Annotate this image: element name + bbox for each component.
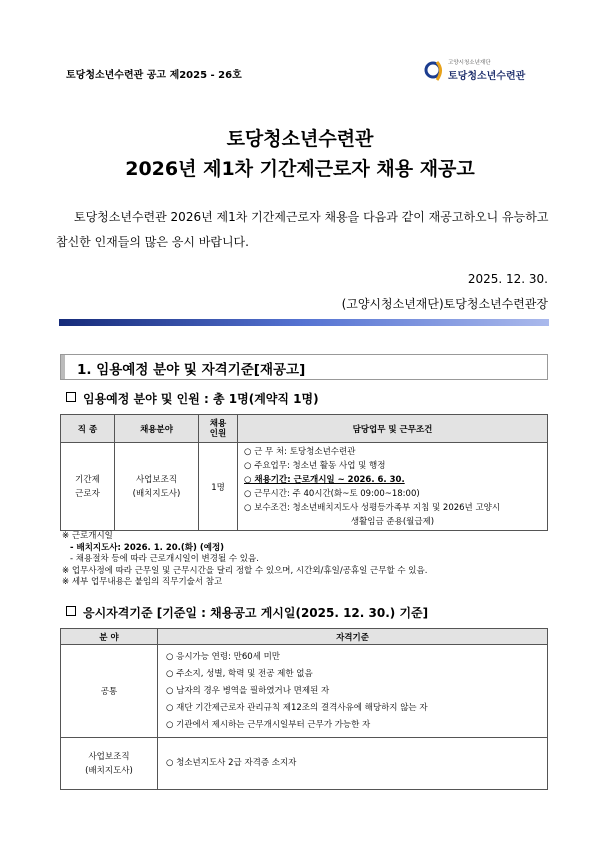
- subheading-positions: [66, 390, 319, 407]
- section-heading: [60, 354, 548, 380]
- page-title: 토당청소년수련관: [226, 128, 374, 150]
- criteria-item: ○ 남자의 경우 병역을 필하였거나 면제된 자: [166, 685, 330, 696]
- note-line: ※ 업무사정에 따라 근무일 및 근무시간을 달리 정할 수 있으며, 시간외/휴일/공휴일 근무할 수 있음.: [62, 565, 428, 576]
- checkbox-bullet-icon: [66, 606, 76, 616]
- note-line: ※ 세부 업무내용은 붙임의 직무기술서 참고: [62, 577, 223, 587]
- logo-subtitle: 고양시청소년재단: [448, 60, 491, 66]
- condition-line-emphasis: ○ 채용기간: 근로개시일 ~ 2026. 6. 30.: [244, 474, 405, 485]
- section-accent: [61, 355, 65, 379]
- logo-title: 토당청소년수련관: [448, 71, 526, 82]
- col-header-criteria: 자격기준: [158, 629, 548, 645]
- criteria-item: ○ 주소지, 성별, 학력 및 전공 제한 없음: [166, 668, 313, 679]
- subheading-qualifications: [66, 604, 428, 621]
- intro-paragraph: 토당청소년수련관 2026년 제1차 기간제근로자 채용을 다음과 같이 재공고하오니 유능하고 참신한 인재들의 많은 응시 바랍니다.: [56, 210, 549, 249]
- notice-issuer: (고양시청소년재단)토당청소년수련관장: [341, 297, 548, 311]
- divider-bar: [59, 319, 549, 326]
- cell-count: 1명: [199, 443, 238, 531]
- organization-logo: [424, 56, 544, 86]
- criteria-item: ○ 청소년지도사 2급 자격증 소지자: [166, 758, 297, 768]
- cell-criteria-common: [158, 645, 548, 738]
- col-header-job-type: 직 종: [61, 415, 115, 443]
- section-title: 1. 임용예정 분야 및 자격기준[재공고]: [77, 362, 306, 378]
- notice-number: 토당청소년수련관 공고 제2025 - 26호: [66, 70, 242, 81]
- col-header-count: 채용 인원: [199, 415, 238, 443]
- condition-line: ○ 주요업무: 청소년 활동 사업 및 행정: [244, 460, 386, 471]
- page-subtitle: 2026년 제1차 기간제근로자 채용 재공고: [125, 158, 475, 180]
- positions-table: [60, 414, 548, 531]
- condition-line: ○ 보수조건: 청소년배치지도사 성평등가족부 지침 및 2026년 고양시: [244, 502, 501, 513]
- cell-field: 사업보조직 (배치지도사): [115, 443, 199, 531]
- logo-mark-icon: [424, 56, 446, 84]
- notice-date: 2025. 12. 30.: [467, 272, 548, 286]
- notes-block: [62, 531, 552, 589]
- criteria-item: ○ 응시가능 연령: 만60세 미만: [166, 651, 281, 662]
- subheading-qualifications-text: 응시자격기준 [기준일 : 채용공고 게시일(2025. 12. 30.) 기준]: [83, 606, 429, 620]
- condition-line: ○ 근 무 처: 토당청소년수련관: [244, 446, 356, 457]
- col-header-area: 분 야: [61, 629, 158, 645]
- checkbox-bullet-icon: [66, 392, 76, 402]
- qualifications-table: [60, 628, 548, 790]
- note-line: ※ 근로개시일: [62, 531, 113, 541]
- criteria-item: ○ 재단 기간제근로자 관리규칙 제12조의 결격사유에 해당하지 않는 자: [166, 702, 428, 713]
- col-header-field: 채용분야: [115, 415, 199, 443]
- criteria-item: ○ 기관에서 제시하는 근무개시일부터 근무가 가능한 자: [166, 719, 371, 730]
- col-header-conditions: 담당업무 및 근무조건: [238, 415, 548, 443]
- cell-area-common: 공통: [61, 645, 158, 738]
- note-line-emphasis: - 배치지도사: 2026. 1. 20.(화) (예정): [70, 542, 225, 553]
- cell-criteria-program-assistant: [158, 738, 548, 790]
- subheading-positions-text: 임용예정 분야 및 인원 : 총 1명(계약직 1명): [83, 392, 319, 406]
- condition-line-continued: 생활임금 준용(월급제): [350, 516, 435, 527]
- cell-area-program-assistant: 사업보조직 (배치지도사): [61, 738, 158, 790]
- condition-line: ○ 근무시간: 주 40시간(화~토 09:00~18:00): [244, 488, 420, 499]
- cell-job-type: 기간제 근로자: [61, 443, 115, 531]
- cell-conditions: [238, 443, 548, 531]
- note-line: - 채용절차 등에 따라 근로개시일이 변경될 수 있음.: [70, 554, 259, 564]
